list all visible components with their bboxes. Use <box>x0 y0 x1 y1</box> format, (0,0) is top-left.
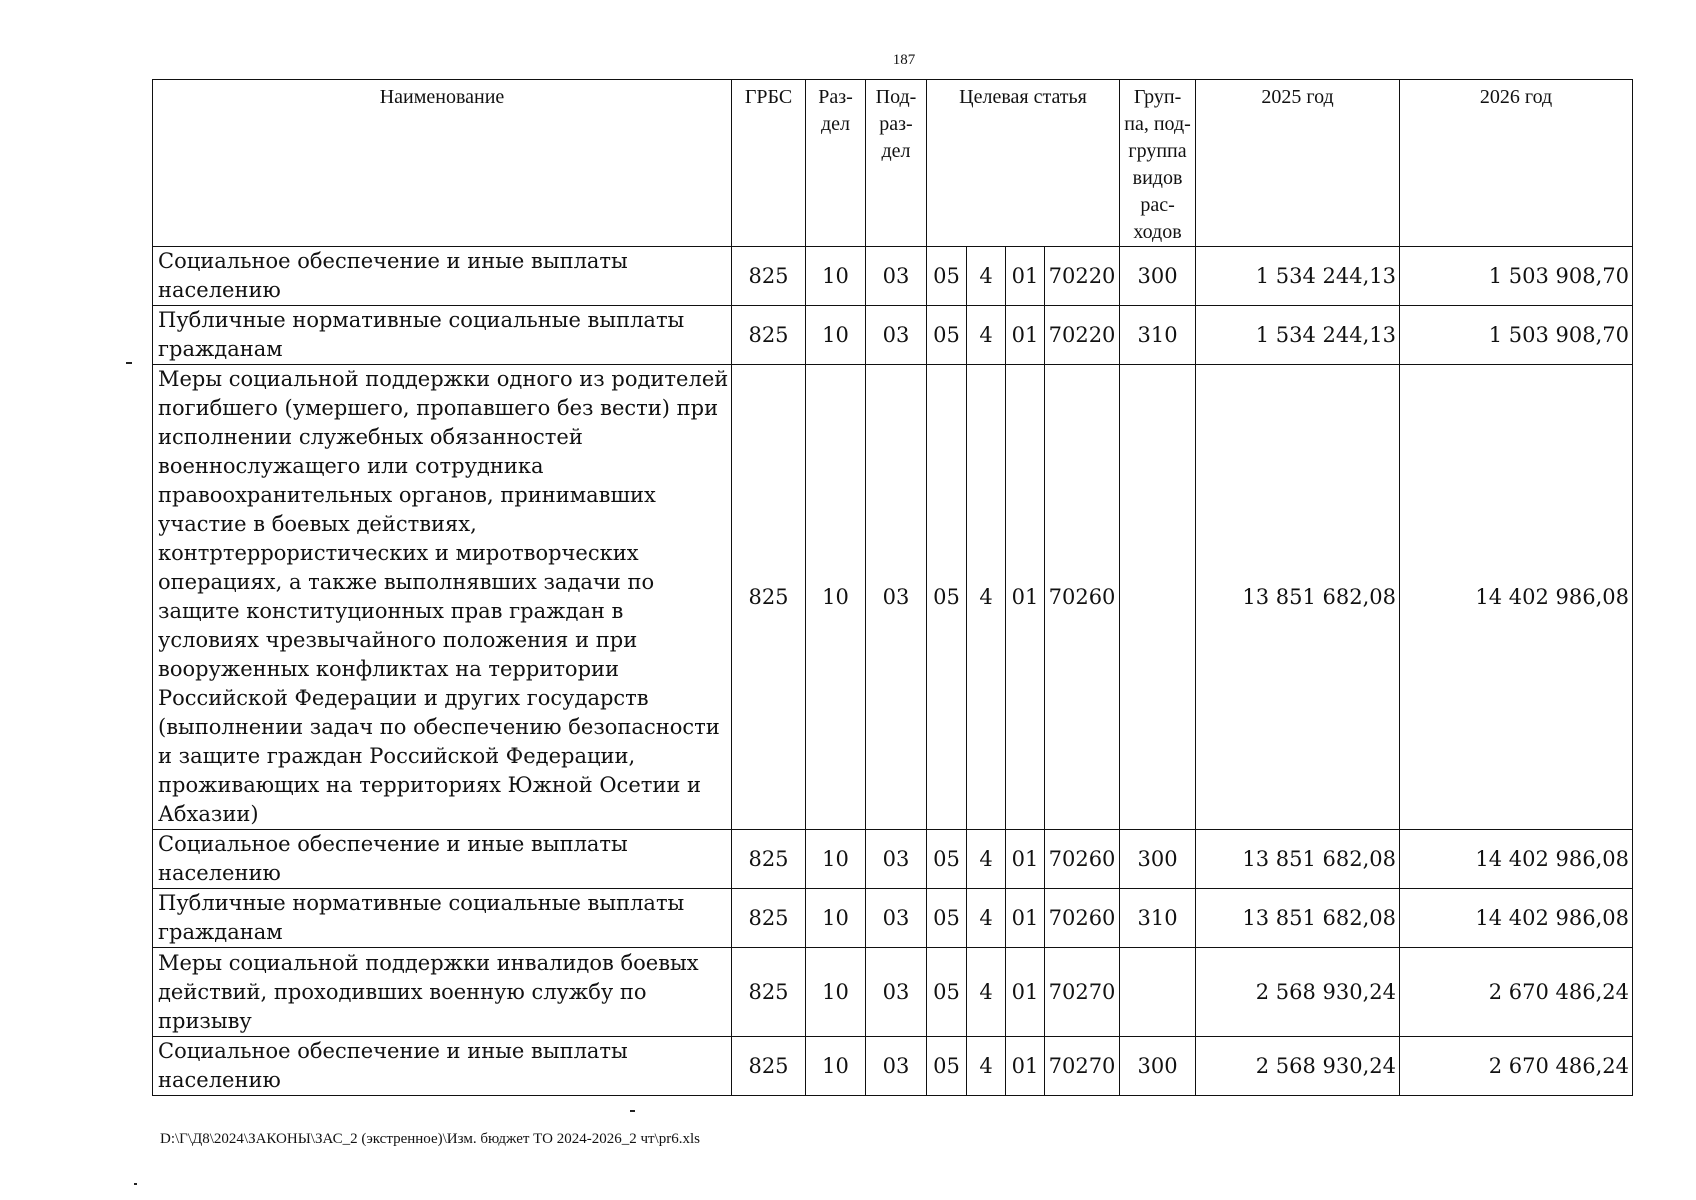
row-vr <box>1120 365 1196 830</box>
row-cs-type: 4 <box>967 247 1006 306</box>
row-podrazdel: 03 <box>866 1037 927 1096</box>
row-cs-type: 4 <box>967 889 1006 948</box>
scan-dot-mark <box>134 1183 137 1185</box>
row-cs-program: 05 <box>927 1037 967 1096</box>
row-cs-subprogram: 01 <box>1006 830 1045 889</box>
row-cs-subprogram: 01 <box>1006 889 1045 948</box>
row-grbs: 825 <box>732 365 806 830</box>
table-row <box>153 1037 1633 1096</box>
row-grbs: 825 <box>732 948 806 1037</box>
budget-table <box>152 79 1633 1096</box>
row-2025: 13 851 682,08 <box>1196 889 1400 948</box>
row-cs-program: 05 <box>927 830 967 889</box>
header-2025: 2025 год <box>1196 80 1400 247</box>
row-2026: 1 503 908,70 <box>1400 247 1633 306</box>
row-podrazdel: 03 <box>866 830 927 889</box>
row-razdel: 10 <box>806 1037 866 1096</box>
header-2026: 2026 год <box>1400 80 1633 247</box>
row-podrazdel: 03 <box>866 247 927 306</box>
table-row <box>153 306 1633 365</box>
scan-dash-mark <box>630 1110 635 1112</box>
row-razdel: 10 <box>806 365 866 830</box>
scan-dash-mark <box>126 362 132 364</box>
row-name: Социальное обеспечение и иные выплаты населению <box>153 1037 732 1096</box>
row-cs-type: 4 <box>967 948 1006 1037</box>
row-razdel: 10 <box>806 306 866 365</box>
header-gruppa-vidov-rashodov: Груп- па, под- группа видов рас- ходов <box>1120 80 1196 247</box>
row-cs-direction: 70220 <box>1045 306 1120 365</box>
row-razdel: 10 <box>806 889 866 948</box>
row-podrazdel: 03 <box>866 365 927 830</box>
row-cs-program: 05 <box>927 247 967 306</box>
row-2025: 1 534 244,13 <box>1196 247 1400 306</box>
page-number: 187 <box>892 52 916 68</box>
header-celevaya-statya: Целевая статья <box>927 80 1120 247</box>
row-name: Меры социальной поддержки одного из родителей погибшего (умершего, пропавшего без вести) при исполнении служебных обязанностей военнослужащего или сотрудника правоохранительных органов, принимавших участие в боевых действиях, контртеррористических и миротворческих операциях, а также выполнявших задачи по защите конституционных прав граждан в условиях чрезвычайного положения и при вооруженных конфликтах на территории Российской Федерации и других государств (выполнении задач по обеспечению безопасности и защите граждан Российской Федерации, проживающих на территориях Южной Осетии и Абхазии) <box>153 365 732 830</box>
row-name: Публичные нормативные социальные выплаты гражданам <box>153 306 732 365</box>
row-grbs: 825 <box>732 247 806 306</box>
row-2025: 13 851 682,08 <box>1196 365 1400 830</box>
row-2025: 2 568 930,24 <box>1196 1037 1400 1096</box>
row-name: Меры социальной поддержки инвалидов боевых действий, проходивших военную службу по призыву <box>153 948 732 1037</box>
row-grbs: 825 <box>732 830 806 889</box>
row-cs-subprogram: 01 <box>1006 948 1045 1037</box>
row-cs-program: 05 <box>927 365 967 830</box>
row-vr <box>1120 948 1196 1037</box>
row-cs-type: 4 <box>967 306 1006 365</box>
row-name: Социальное обеспечение и иные выплаты населению <box>153 830 732 889</box>
row-cs-type: 4 <box>967 1037 1006 1096</box>
row-cs-direction: 70270 <box>1045 1037 1120 1096</box>
row-cs-direction: 70260 <box>1045 889 1120 948</box>
row-2025: 2 568 930,24 <box>1196 948 1400 1037</box>
table-row <box>153 889 1633 948</box>
row-2026: 2 670 486,24 <box>1400 948 1633 1037</box>
row-cs-program: 05 <box>927 889 967 948</box>
row-vr: 300 <box>1120 247 1196 306</box>
row-vr: 310 <box>1120 889 1196 948</box>
table-row <box>153 830 1633 889</box>
row-razdel: 10 <box>806 948 866 1037</box>
table-row <box>153 365 1633 830</box>
header-name: Наименование <box>153 80 732 247</box>
row-2026: 14 402 986,08 <box>1400 365 1633 830</box>
row-cs-subprogram: 01 <box>1006 247 1045 306</box>
row-2026: 14 402 986,08 <box>1400 889 1633 948</box>
row-cs-subprogram: 01 <box>1006 306 1045 365</box>
row-cs-program: 05 <box>927 948 967 1037</box>
footer-file-path: D:\Г\Д8\2024\ЗАКОНЫ\ЗАС_2 (экстренное)\Изм. бюджет ТО 2024-2026_2 чт\pr6.xls <box>160 1131 700 1147</box>
row-2025: 13 851 682,08 <box>1196 830 1400 889</box>
row-name: Социальное обеспечение и иные выплаты населению <box>153 247 732 306</box>
header-podrazdel: Под- раз- дел <box>866 80 927 247</box>
table-row <box>153 948 1633 1037</box>
row-2026: 2 670 486,24 <box>1400 1037 1633 1096</box>
row-razdel: 10 <box>806 830 866 889</box>
table-row <box>153 247 1633 306</box>
row-cs-subprogram: 01 <box>1006 1037 1045 1096</box>
row-cs-direction: 70220 <box>1045 247 1120 306</box>
row-grbs: 825 <box>732 306 806 365</box>
header-grbs: ГРБС <box>732 80 806 247</box>
row-cs-type: 4 <box>967 365 1006 830</box>
row-cs-direction: 70260 <box>1045 365 1120 830</box>
row-2025: 1 534 244,13 <box>1196 306 1400 365</box>
row-cs-type: 4 <box>967 830 1006 889</box>
row-name: Публичные нормативные социальные выплаты гражданам <box>153 889 732 948</box>
row-cs-subprogram: 01 <box>1006 365 1045 830</box>
row-razdel: 10 <box>806 247 866 306</box>
row-cs-program: 05 <box>927 306 967 365</box>
row-vr: 300 <box>1120 1037 1196 1096</box>
row-podrazdel: 03 <box>866 948 927 1037</box>
row-cs-direction: 70270 <box>1045 948 1120 1037</box>
row-vr: 300 <box>1120 830 1196 889</box>
row-2026: 14 402 986,08 <box>1400 830 1633 889</box>
row-cs-direction: 70260 <box>1045 830 1120 889</box>
row-vr: 310 <box>1120 306 1196 365</box>
row-grbs: 825 <box>732 889 806 948</box>
row-podrazdel: 03 <box>866 306 927 365</box>
table-header-row <box>153 80 1633 247</box>
row-2026: 1 503 908,70 <box>1400 306 1633 365</box>
header-razdel: Раз- дел <box>806 80 866 247</box>
row-grbs: 825 <box>732 1037 806 1096</box>
row-podrazdel: 03 <box>866 889 927 948</box>
